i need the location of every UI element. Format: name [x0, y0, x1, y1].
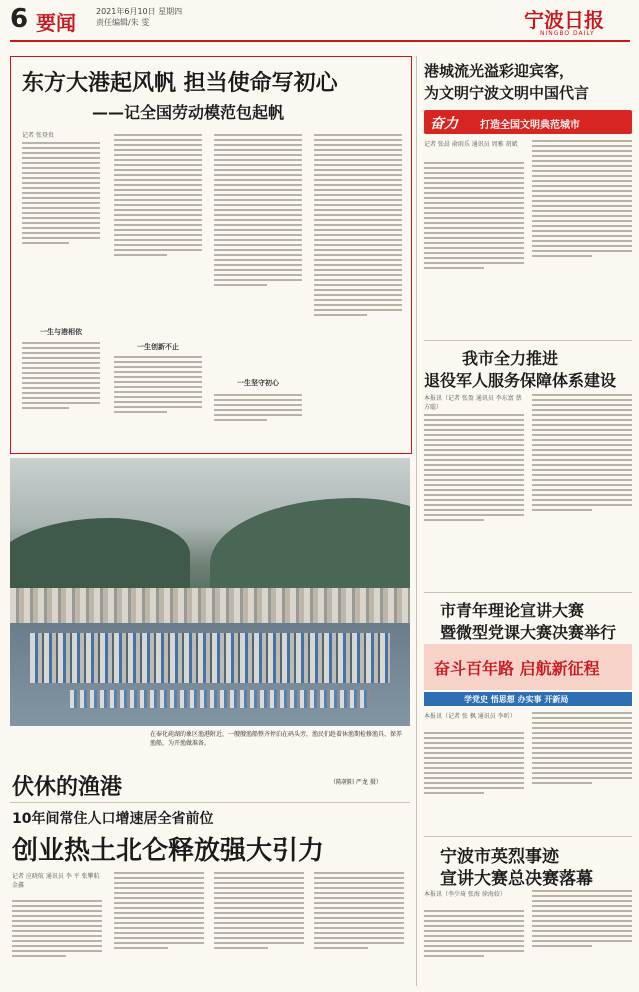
- right-mid-byline: 本报讯（记者 张盈 通讯员 李东富 蔡方聪）: [424, 395, 522, 411]
- right-top-title-1: 港城流光溢彩迎宾客，: [424, 62, 575, 80]
- right-top-title-2: 为文明宁波文明中国代言: [424, 84, 590, 102]
- lead-col-1b: [22, 342, 100, 442]
- right-top-col-1: [424, 162, 524, 332]
- lead-col-4: [314, 134, 402, 444]
- party-slogan-band: [424, 692, 632, 706]
- photo-title: 伏休的渔港: [12, 775, 123, 800]
- right-party-title-1: 市青年理论宣讲大赛: [440, 601, 585, 620]
- civilization-banner: [424, 110, 632, 134]
- centenary-banner-text: 奋斗百年路 启航新征程: [434, 659, 600, 678]
- lead-subhead-3: 一生坚守初心: [237, 379, 279, 387]
- photo-caption-text: 在奉化莼湖的象区渔港附近，一艘艘渔船整齐停泊在码头旁，渔民们趁着休渔期检修渔具、保养渔船，为开渔做准备。: [150, 731, 403, 747]
- centenary-banner: [424, 644, 632, 690]
- right-bottom-title-1: 宁波市英烈事迹: [440, 847, 559, 867]
- right-bottom-col-2: [532, 890, 632, 986]
- header-meta: [96, 6, 182, 28]
- right-top-byline: 记者 张晨 俞雨乐 通讯员 周雅 胡斌: [424, 141, 518, 148]
- right-bottom-byline: 本报讯（李少琦 张海 徐海姣）: [424, 891, 506, 898]
- bottom-article-kicker: 10年间常住人口增速居全省前位: [12, 811, 214, 827]
- right-mid-title-1: 我市全力推进: [462, 349, 559, 368]
- header-rule: [10, 40, 630, 42]
- bottom-col-2: [114, 872, 204, 986]
- right-bottom-title-2: 宣讲大赛总决赛落幕: [440, 869, 593, 889]
- lead-article-title: 东方大港起风帆 担当使命写初心: [22, 71, 338, 96]
- bottom-col-1: [12, 900, 102, 986]
- newspaper-logo-sub: NINGBO DAILY: [540, 30, 595, 37]
- lead-col-2: [114, 134, 202, 334]
- photo-credit: （陈朝阳 严龙 摄）: [330, 779, 382, 786]
- bottom-article-byline: 记者 应晓航 通讯员 李 平 张攀航 金鑫: [12, 873, 100, 889]
- bottom-col-4: [314, 872, 404, 986]
- right-mid-rule: [424, 340, 632, 341]
- lead-col-3b: [214, 394, 302, 444]
- bottom-article-title: 创业热土北仑释放强大引力: [12, 836, 325, 866]
- photo-boats-row2: [70, 690, 370, 708]
- right-mid-title-2: 退役军人服务保障体系建设: [424, 371, 617, 390]
- right-party-title-2: 暨微型党课大赛决赛举行: [440, 623, 617, 642]
- civilization-banner-text: 打造全国文明典范城市: [480, 120, 580, 131]
- photo-boats: [30, 633, 390, 683]
- section-title: 要闻: [36, 11, 76, 35]
- right-mid-col-1: [424, 414, 524, 584]
- lead-article-subtitle: ——记全国劳动模范包起帆: [92, 103, 285, 122]
- right-party-rule: [424, 592, 632, 593]
- newspaper-logo: 宁波日报: [524, 8, 604, 32]
- issue-date: 2021年6月10日 星期四: [96, 7, 183, 16]
- bottom-article-rule: [10, 802, 410, 803]
- lead-article-byline: 记者 张登贵: [22, 132, 54, 139]
- right-party-col-1: [424, 732, 524, 832]
- right-party-col-2: [532, 712, 632, 832]
- lead-subhead-2: 一生创新不止: [137, 343, 179, 351]
- bottom-col-3: [214, 872, 304, 986]
- page-number: 6: [10, 4, 29, 34]
- right-bottom-rule: [424, 836, 632, 837]
- column-divider: [416, 56, 417, 986]
- right-bottom-col-1: [424, 910, 524, 986]
- right-top-col-2: [532, 140, 632, 332]
- party-slogan-text: 学党史 悟思想 办实事 开新局: [464, 695, 569, 704]
- civilization-banner-label: 奋力: [430, 116, 458, 132]
- editors: 责任编辑/朱 雯: [96, 18, 150, 27]
- harbor-photo: [10, 458, 410, 726]
- photo-caption: [150, 730, 406, 770]
- right-party-byline: 本报讯（记者 张 枫 通讯员 李昕）: [424, 713, 516, 720]
- lead-col-3: [214, 134, 302, 384]
- lead-col-2b: [114, 356, 202, 444]
- photo-town: [10, 588, 410, 628]
- lead-subhead-1: 一生与港相依: [40, 328, 82, 336]
- right-mid-col-2: [532, 394, 632, 584]
